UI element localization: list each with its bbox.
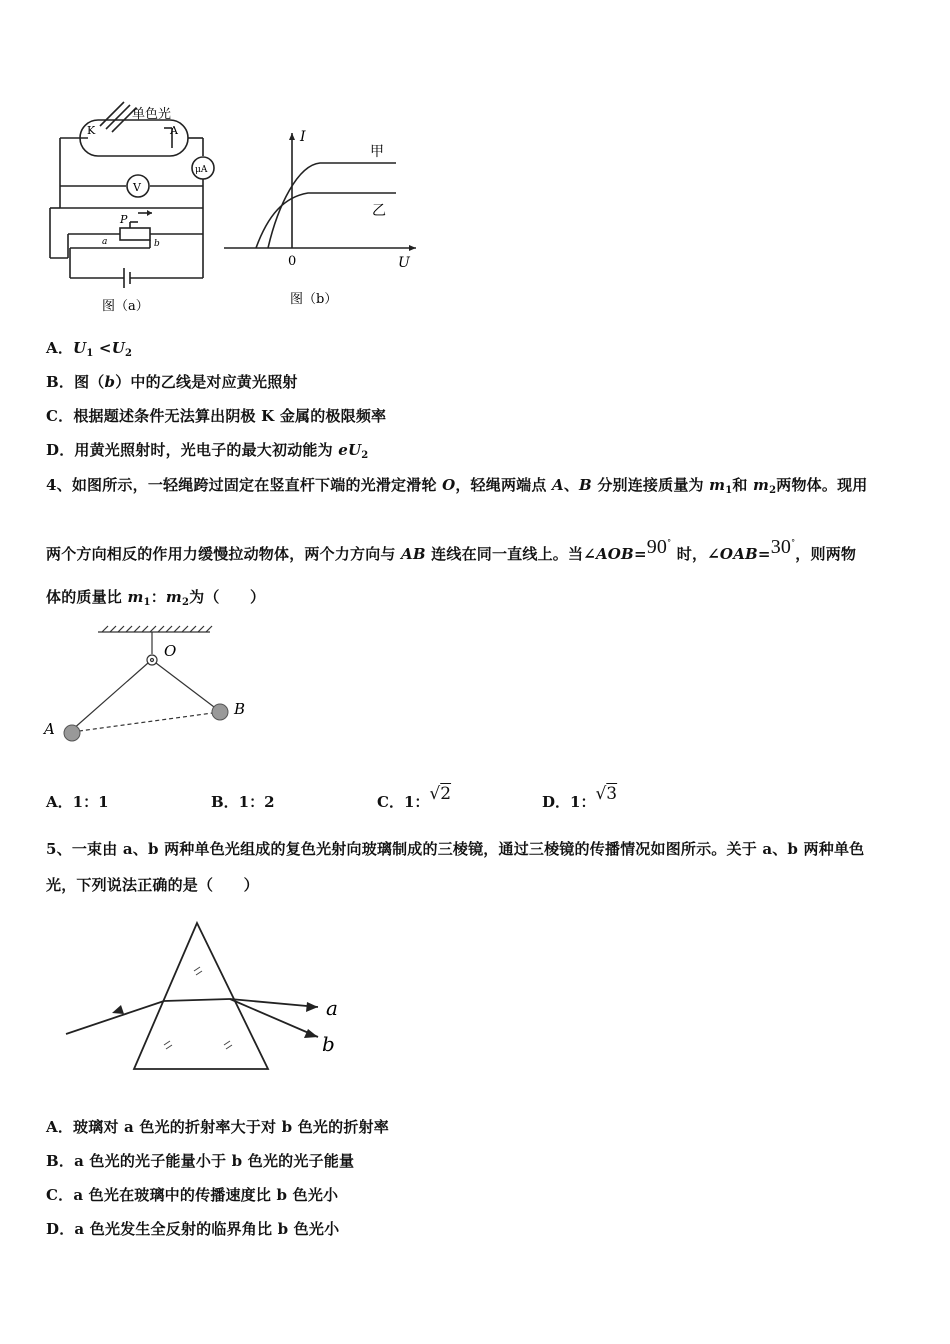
rope-oa (72, 663, 148, 730)
rheostat (120, 228, 150, 240)
label-a: A (44, 720, 55, 738)
label-a-end: a (102, 237, 108, 247)
label-b-end: b (154, 239, 160, 249)
origin-label: 0 (288, 254, 297, 269)
q5-option-a[interactable]: A．玻璃对 a 色光的折射率大于对 b 色光的折射率 (46, 1118, 389, 1136)
curve-yi (256, 193, 396, 248)
label-ray-a: a (326, 996, 338, 1020)
label-a: A (170, 124, 178, 137)
curve-yi-label: 乙 (372, 203, 386, 219)
q4-option-b[interactable]: B．1：2 (211, 793, 275, 811)
q5-stem-line1: 5、一束由 a、b 两种单色光组成的复色光射向玻璃制成的三棱镜，通过三棱镜的传播情况如图所示。关于 a、b 两种单色 (46, 840, 865, 858)
q4-option-c[interactable]: C．1：√2 (377, 784, 452, 811)
curve-jia-label: 甲 (370, 144, 384, 160)
q3-option-b[interactable]: B．图（b）中的乙线是对应黄光照射 (46, 373, 298, 391)
q5-option-d[interactable]: D．a 色光发生全反射的临界角比 b 色光小 (46, 1220, 340, 1238)
x-axis-label: U (398, 255, 410, 271)
label-o: O (164, 642, 177, 660)
q4-stem-line3: 体的质量比 $m_1$：$m_2$为（ ） (46, 588, 266, 608)
q5-option-c[interactable]: C．a 色光在玻璃中的传播速度比 b 色光小 (46, 1186, 339, 1204)
q4-stem-line1: 4、如图所示，一轻绳跨过固定在竖直杆下端的光滑定滑轮 O，轻绳两端点 A、B 分别连接质量为 $m_1$和 $m_2$两物体。现用 (46, 476, 868, 496)
q3-option-c[interactable]: C．根据题述条件无法算出阴极 K 金属的极限频率 (46, 407, 387, 425)
label-volt: V (133, 181, 141, 194)
label-ray-b: b (322, 1032, 335, 1056)
label-k: K (87, 124, 96, 137)
sqrt-3: √3 (595, 784, 618, 804)
figure-q5-prism (60, 915, 360, 1080)
q3-option-a[interactable]: A．$U_1 <U_2$ (46, 339, 133, 359)
dashed-ab (72, 712, 220, 732)
q4-stem-line2: 两个方向相反的作用力缓慢拉动物体，两个力方向与 AB 连线在同一直线上。当∠AOB=90° 时，∠OAB=30°，则两物 (46, 536, 857, 563)
label-b: B (234, 700, 246, 718)
q5-option-b[interactable]: B．a 色光的光子能量小于 b 色光的光子能量 (46, 1152, 355, 1170)
figure-b-graph (220, 125, 430, 315)
light-label: 单色光 (132, 107, 172, 122)
incident-ray (66, 1001, 164, 1034)
mass-a (64, 725, 80, 741)
q4-option-a[interactable]: A．1：1 (46, 793, 109, 811)
pulley (147, 655, 157, 665)
y-axis-label: I (300, 129, 306, 145)
q5-stem-line2: 光，下列说法正确的是（ ） (46, 876, 259, 894)
q3-option-d[interactable]: D．用黄光照射时，光电子的最大初动能为 $eU_2$ (46, 441, 369, 461)
ray-in-prism (164, 999, 230, 1001)
prism (134, 923, 268, 1069)
figure-a-caption: 图（a） (102, 299, 149, 314)
figure-b-caption: 图（b） (290, 292, 338, 307)
rope-ob (156, 663, 218, 710)
figure-a-circuit (40, 98, 220, 318)
q4-option-d[interactable]: D．1：√3 (542, 784, 618, 811)
label-p: P (120, 213, 128, 226)
label-microamp: μA (195, 165, 208, 175)
figure-q4-pulley (40, 620, 270, 750)
ray-a (230, 999, 318, 1007)
sqrt-2: √2 (429, 784, 452, 804)
mass-b (212, 704, 228, 720)
